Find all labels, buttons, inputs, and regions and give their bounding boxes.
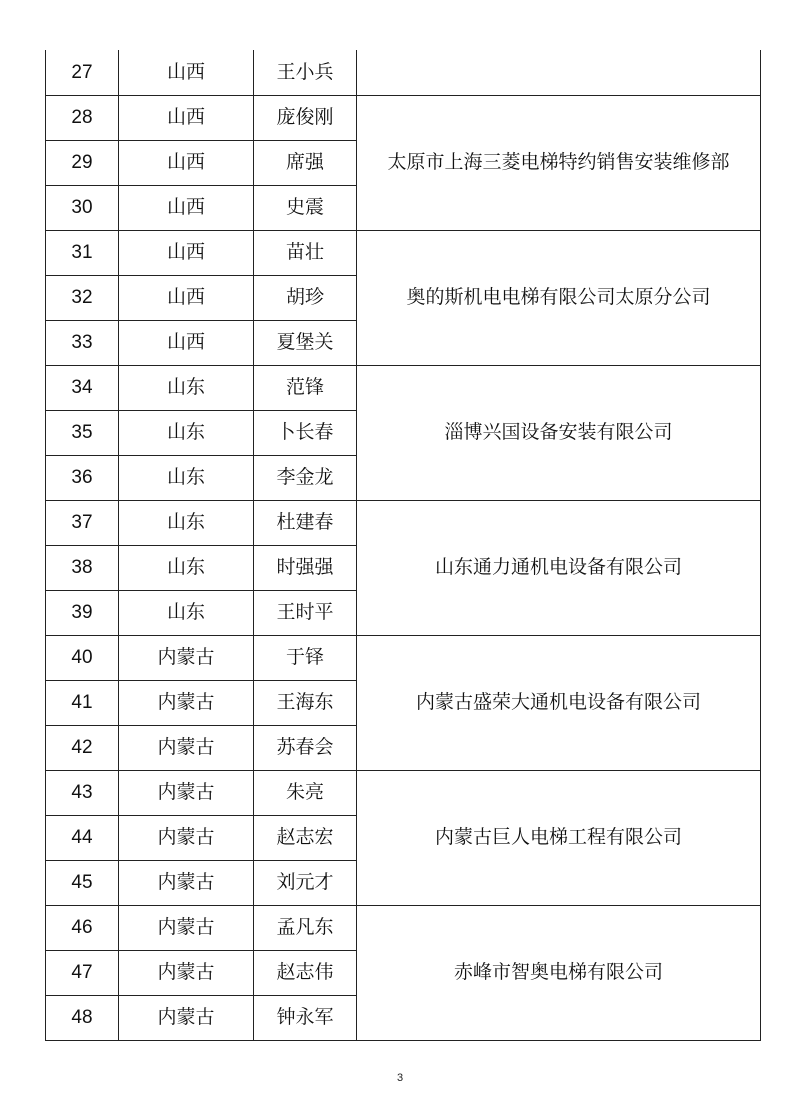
row-name: 王时平	[254, 590, 357, 635]
row-name: 赵志宏	[254, 815, 357, 860]
row-name: 朱亮	[254, 770, 357, 815]
row-name: 范锋	[254, 365, 357, 410]
row-number: 41	[46, 680, 119, 725]
row-number: 39	[46, 590, 119, 635]
row-name: 于铎	[254, 635, 357, 680]
row-name: 刘元才	[254, 860, 357, 905]
row-name: 孟凡东	[254, 905, 357, 950]
row-province: 内蒙古	[119, 815, 254, 860]
row-number: 29	[46, 140, 119, 185]
row-province: 山东	[119, 365, 254, 410]
row-province: 山西	[119, 95, 254, 140]
row-province: 内蒙古	[119, 860, 254, 905]
row-name: 王海东	[254, 680, 357, 725]
row-number: 34	[46, 365, 119, 410]
table-row	[46, 230, 761, 275]
company-cell	[357, 50, 761, 95]
row-province: 内蒙古	[119, 995, 254, 1040]
row-number: 46	[46, 905, 119, 950]
row-province: 内蒙古	[119, 725, 254, 770]
row-name: 胡珍	[254, 275, 357, 320]
row-number: 37	[46, 500, 119, 545]
row-number: 27	[46, 50, 119, 95]
row-name: 时强强	[254, 545, 357, 590]
row-name: 李金龙	[254, 455, 357, 500]
company-cell: 山东通力通机电设备有限公司	[357, 500, 761, 635]
company-cell: 内蒙古盛荣大通机电设备有限公司	[357, 635, 761, 770]
row-province: 山东	[119, 545, 254, 590]
row-number: 33	[46, 320, 119, 365]
row-province: 山西	[119, 185, 254, 230]
row-province: 山东	[119, 500, 254, 545]
row-province: 山东	[119, 410, 254, 455]
row-name: 庞俊刚	[254, 95, 357, 140]
company-cell: 赤峰市智奥电梯有限公司	[357, 905, 761, 1040]
row-number: 42	[46, 725, 119, 770]
row-name: 卜长春	[254, 410, 357, 455]
row-name: 钟永军	[254, 995, 357, 1040]
row-province: 山西	[119, 50, 254, 95]
row-province: 内蒙古	[119, 905, 254, 950]
row-number: 38	[46, 545, 119, 590]
row-number: 35	[46, 410, 119, 455]
row-province: 山东	[119, 455, 254, 500]
row-name: 杜建春	[254, 500, 357, 545]
row-number: 30	[46, 185, 119, 230]
page-number: 3	[396, 1072, 404, 1084]
row-number: 45	[46, 860, 119, 905]
row-number: 40	[46, 635, 119, 680]
table-row	[46, 50, 761, 95]
personnel-table	[45, 50, 761, 1041]
table-row	[46, 365, 761, 410]
row-province: 山西	[119, 230, 254, 275]
row-province: 内蒙古	[119, 680, 254, 725]
row-number: 36	[46, 455, 119, 500]
row-province: 山西	[119, 320, 254, 365]
row-number: 28	[46, 95, 119, 140]
row-name: 席强	[254, 140, 357, 185]
row-name: 苏春会	[254, 725, 357, 770]
row-province: 山西	[119, 275, 254, 320]
row-name: 苗壮	[254, 230, 357, 275]
table-row	[46, 95, 761, 140]
row-number: 44	[46, 815, 119, 860]
row-province: 山西	[119, 140, 254, 185]
company-cell: 奥的斯机电电梯有限公司太原分公司	[357, 230, 761, 365]
row-province: 内蒙古	[119, 770, 254, 815]
row-number: 43	[46, 770, 119, 815]
row-name: 赵志伟	[254, 950, 357, 995]
table-row	[46, 770, 761, 815]
table-row	[46, 905, 761, 950]
row-province: 内蒙古	[119, 950, 254, 995]
row-name: 王小兵	[254, 50, 357, 95]
company-cell: 太原市上海三菱电梯特约销售安装维修部	[357, 95, 761, 230]
row-name: 夏堡关	[254, 320, 357, 365]
table-row	[46, 635, 761, 680]
row-province: 山东	[119, 590, 254, 635]
row-name: 史震	[254, 185, 357, 230]
table-row	[46, 500, 761, 545]
row-province: 内蒙古	[119, 635, 254, 680]
row-number: 32	[46, 275, 119, 320]
row-number: 31	[46, 230, 119, 275]
company-cell: 淄博兴国设备安装有限公司	[357, 365, 761, 500]
row-number: 48	[46, 995, 119, 1040]
company-cell: 内蒙古巨人电梯工程有限公司	[357, 770, 761, 905]
row-number: 47	[46, 950, 119, 995]
